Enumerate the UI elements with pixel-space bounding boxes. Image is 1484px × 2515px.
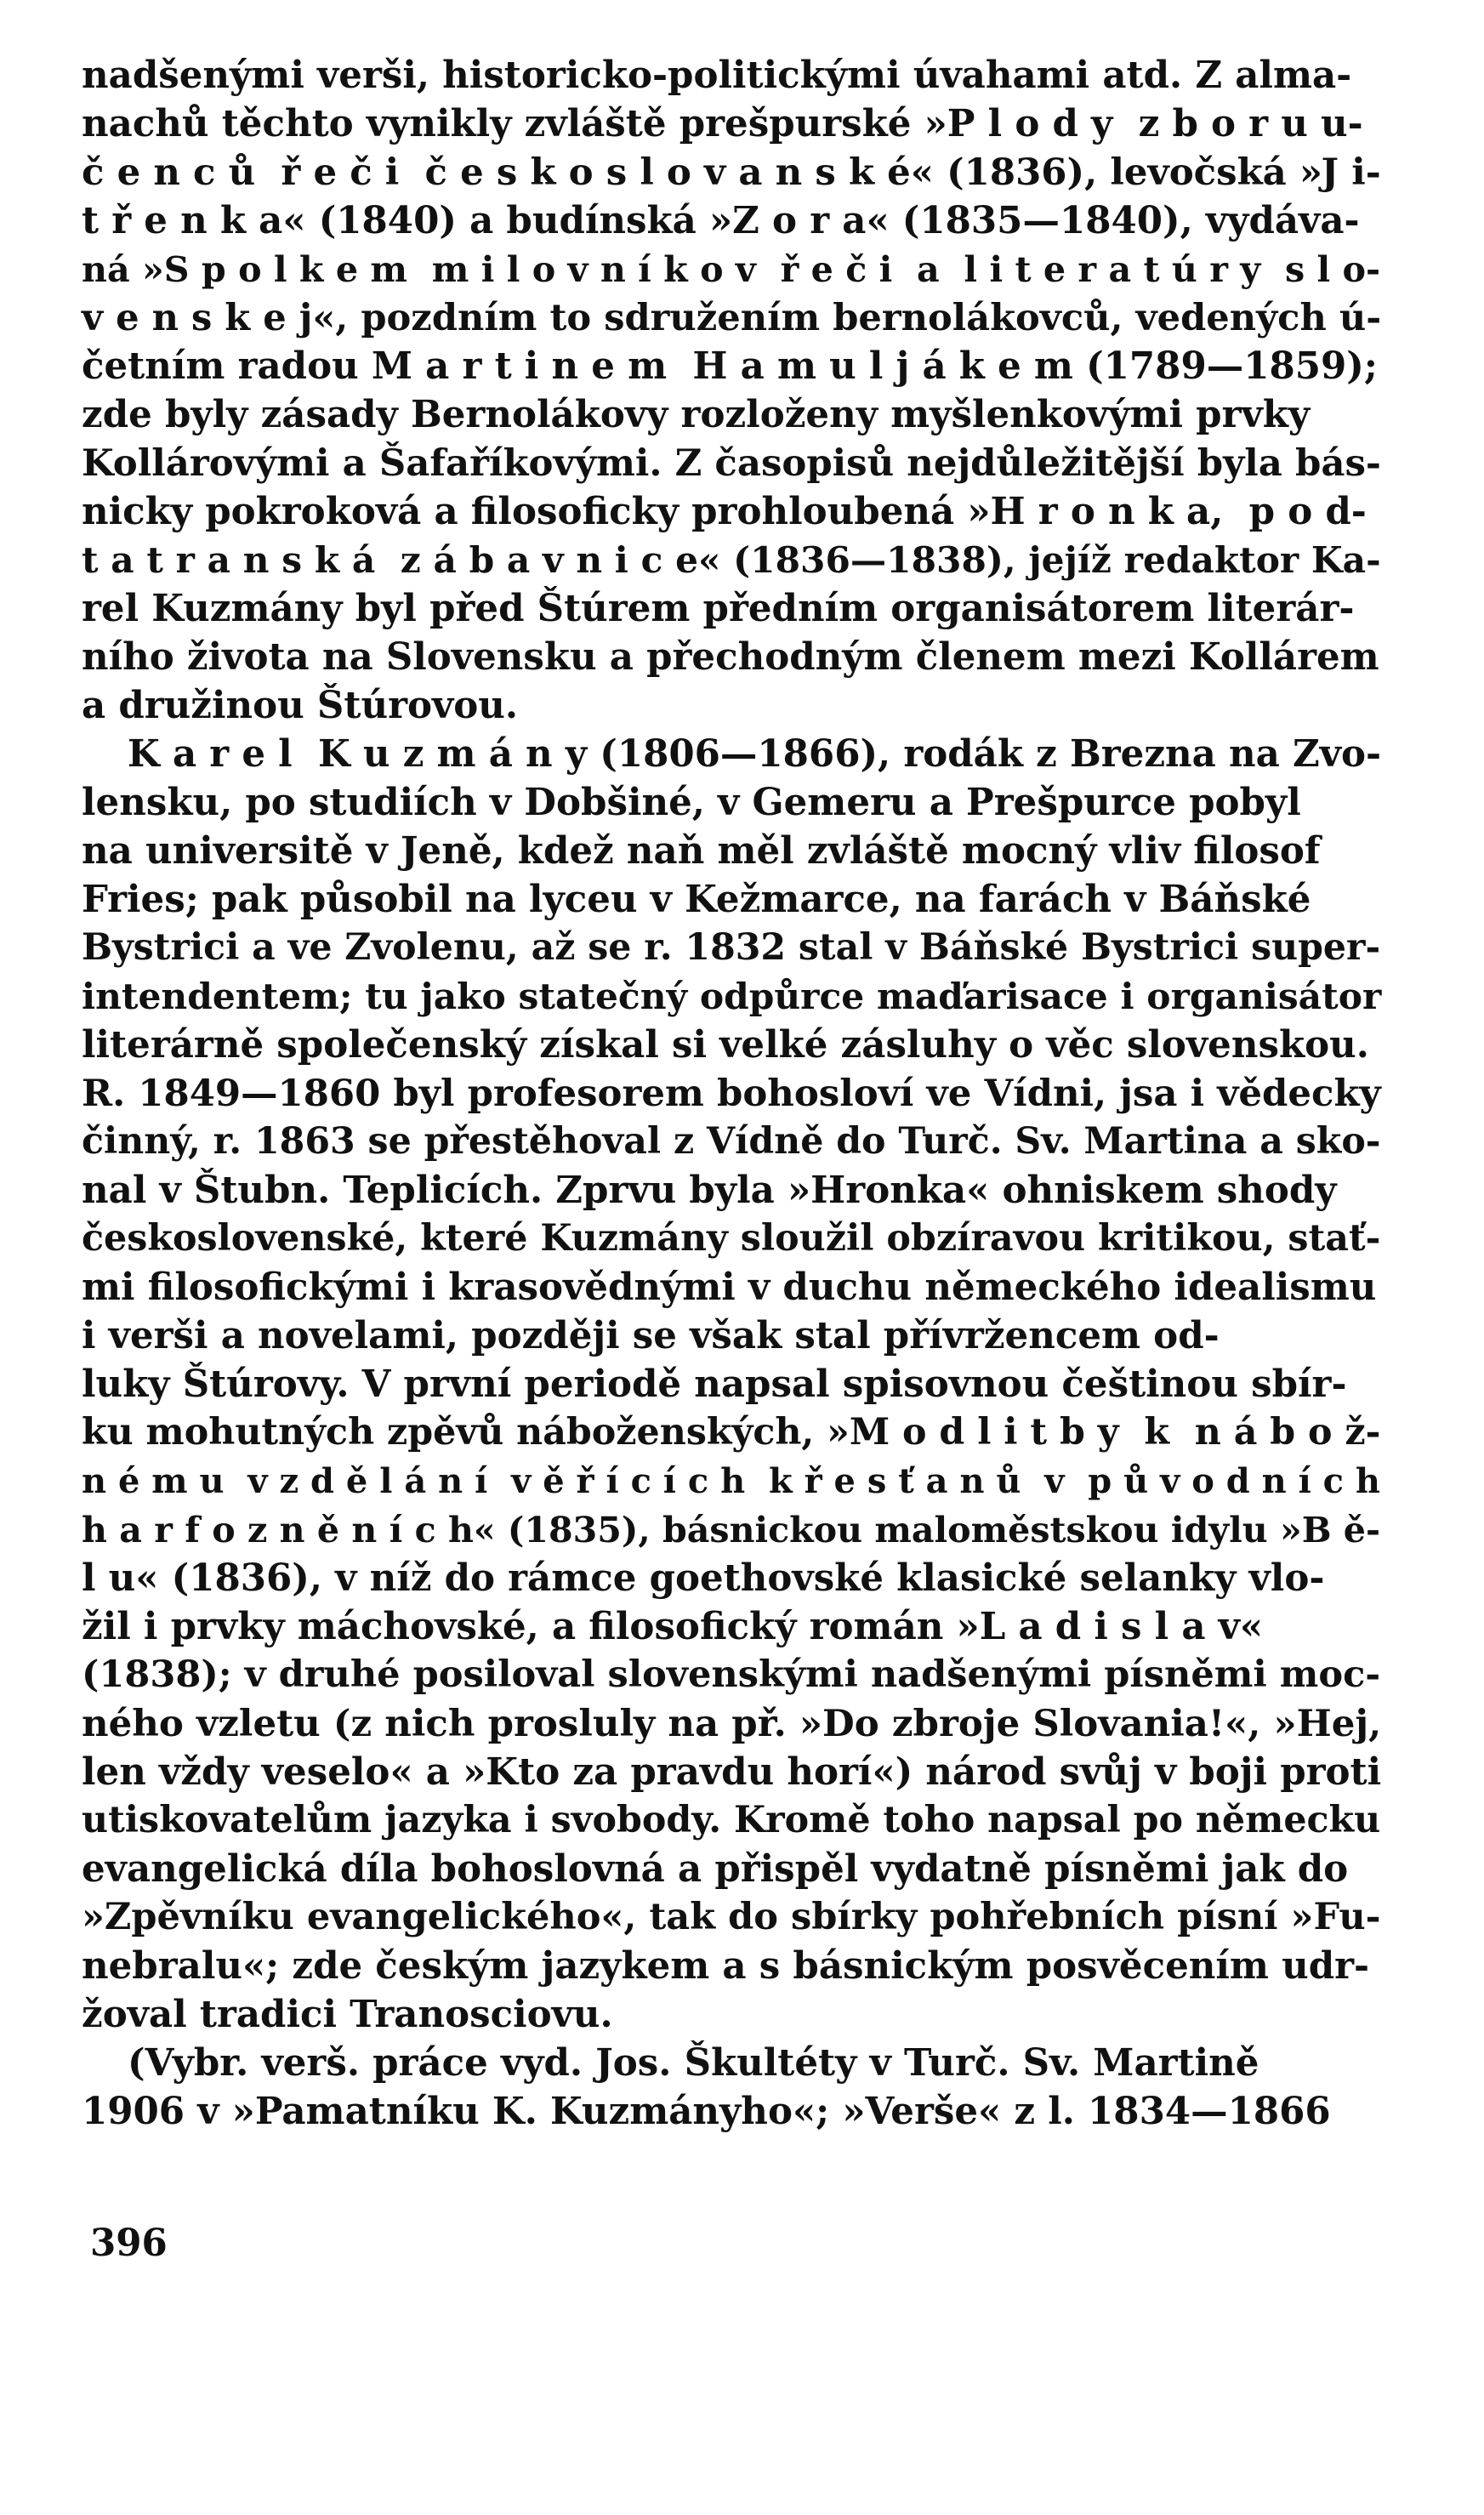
text-line: lensku, po studiích v Dobšiné, v Gemeru a Prešpurce pobyl — [82, 781, 1301, 824]
text-line: literárně společenský získal si velké zásluhy o věc slovenskou. — [82, 1023, 1369, 1067]
text-line: intendentem; tu jako statečný odpůrce maďarisace i organisátor — [82, 975, 1382, 1017]
text-line: Kollárovými a Šafaříkovými. Z časopisů nejdůležitější byla bás- — [82, 441, 1381, 485]
text-line: evangelická díla bohoslovná a přispěl vydatně písněmi jak do — [82, 1847, 1349, 1891]
text-line: a družinou Štúrovou. — [82, 684, 519, 727]
text-line: R. 1849—1860 byl profesorem bohosloví ve Vídni, jsa i vědecky — [82, 1072, 1381, 1115]
text-line: (1838); v druhé posiloval slovenskými nadšenými písněmi moc- — [82, 1653, 1381, 1696]
text-line: ná »S p o l k e m m i l o v n í k o v ř e č i a l i t e r a t ú r y s l o- — [82, 248, 1381, 290]
page-number: 396 — [90, 2222, 168, 2265]
text-line: nadšenými verši, historicko-politickými úvahami atd. Z alma- — [82, 54, 1352, 97]
text-line: n é m u v z d ě l á n í v ě ř í c í c h k ř e s ť a n ů v p ů v o d n í c h — [82, 1461, 1380, 1501]
text-line: v e n s k e j«, pozdním to sdružením bernolákovců, vedených ú- — [82, 296, 1382, 339]
text-line: ného vzletu (z nich prosluly na př. »Do zbroje Slovania!«, »Hej, — [82, 1702, 1382, 1745]
text-line: »Zpěvníku evangelického«, tak do sbírky pohřebních písní »Fu- — [82, 1896, 1381, 1938]
text-line: utiskovatelům jazyka i svobody. Kromě toho napsal po německu — [82, 1799, 1381, 1841]
text-line: Bystrici a ve Zvolenu, až se r. 1832 stal v Báňské Bystrici super- — [82, 926, 1381, 969]
text-line: luky Štúrovy. V první periodě napsal spisovnou češtinou sbír- — [82, 1363, 1347, 1406]
text-line: i verši a novelami, později se však stal přívržencem od- — [82, 1314, 1220, 1357]
text-line: nebralu«; zde českým jazykem a s básnickým posvěcením udr- — [82, 1944, 1370, 1988]
text-line: (Vybr. verš. práce vyd. Jos. Škultéty v Turč. Sv. Martině — [128, 2041, 1259, 2085]
text-line: československé, které Kuzmány sloužil obzíravou kritikou, stať- — [82, 1217, 1381, 1260]
text-line: 1906 v »Pamatníku K. Kuzmányho«; »Verše« z l. 1834—1866 — [82, 2090, 1331, 2133]
page-body — [82, 51, 1381, 2136]
text-line: nal v Štubn. Teplicích. Zprvu byla »Hronka« ohniskem shody — [82, 1169, 1337, 1212]
text-line: zde byly zásady Bernolákovy rozloženy myšlenkovými prvky — [82, 393, 1311, 436]
text-line: mi filosofickými i krasovědnými v duchu německého idealismu — [82, 1266, 1377, 1309]
text-line: rel Kuzmány byl před Štúrem předním organisátorem literár- — [82, 587, 1355, 630]
text-line: h a r f o z n ě n í c h« (1835), básnickou maloměstskou idylu »B ě- — [82, 1509, 1381, 1551]
text-line: Fries; pak působil na lyceu v Kežmarce, na farách v Báňské — [82, 878, 1311, 921]
text-line: len vždy veselo« a »Kto za pravdu horí«) národ svůj v boji proti — [82, 1750, 1382, 1794]
text-line: t ř e n k a« (1840) a budínská »Z o r a« (1835—1840), vydáva- — [82, 199, 1360, 242]
paragraph — [82, 2039, 1381, 2136]
text-line: žoval tradici Tranosciovu. — [82, 1993, 613, 2036]
paragraph — [82, 51, 1381, 730]
text-line: č e n c ů ř e č i č e s k o s l o v a n s k é« (1836), levočská »J i- — [82, 151, 1381, 194]
text-line: žil i prvky máchovské, a filosofický román »L a d i s l a v« — [82, 1605, 1264, 1648]
text-line: na universitě v Jeně, kdež naň měl zvláště mocný vliv filosof — [82, 829, 1321, 873]
text-line: l u« (1836), v níž do rámce goethovské klasické selanky vlo- — [82, 1556, 1325, 1600]
text-line: ku mohutných zpěvů náboženských, »M o d l i t b y k n á b o ž- — [82, 1411, 1381, 1454]
paragraph — [82, 730, 1381, 2039]
text-line: ního života na Slovensku a přechodným členem mezi Kollárem — [82, 635, 1379, 679]
text-line: četním radou M a r t i n e m H a m u l j á k e m (1789—1859); — [82, 344, 1378, 388]
text-line: K a r e l K u z m á n y (1806—1866), rodák z Brezna na Zvo- — [128, 732, 1382, 776]
text-line: nachů těchto vynikly zvláště prešpurské »P l o d y z b o r u u- — [82, 102, 1363, 145]
text-line: t a t r a n s k á z á b a v n i c e« (1836—1838), jejíž redaktor Ka- — [82, 538, 1381, 581]
text-line: nicky pokroková a filosoficky prohloubená »H r o n k a, p o d- — [82, 490, 1367, 533]
text-line: činný, r. 1863 se přestěhoval z Vídně do Turč. Sv. Martina a sko- — [82, 1120, 1381, 1163]
